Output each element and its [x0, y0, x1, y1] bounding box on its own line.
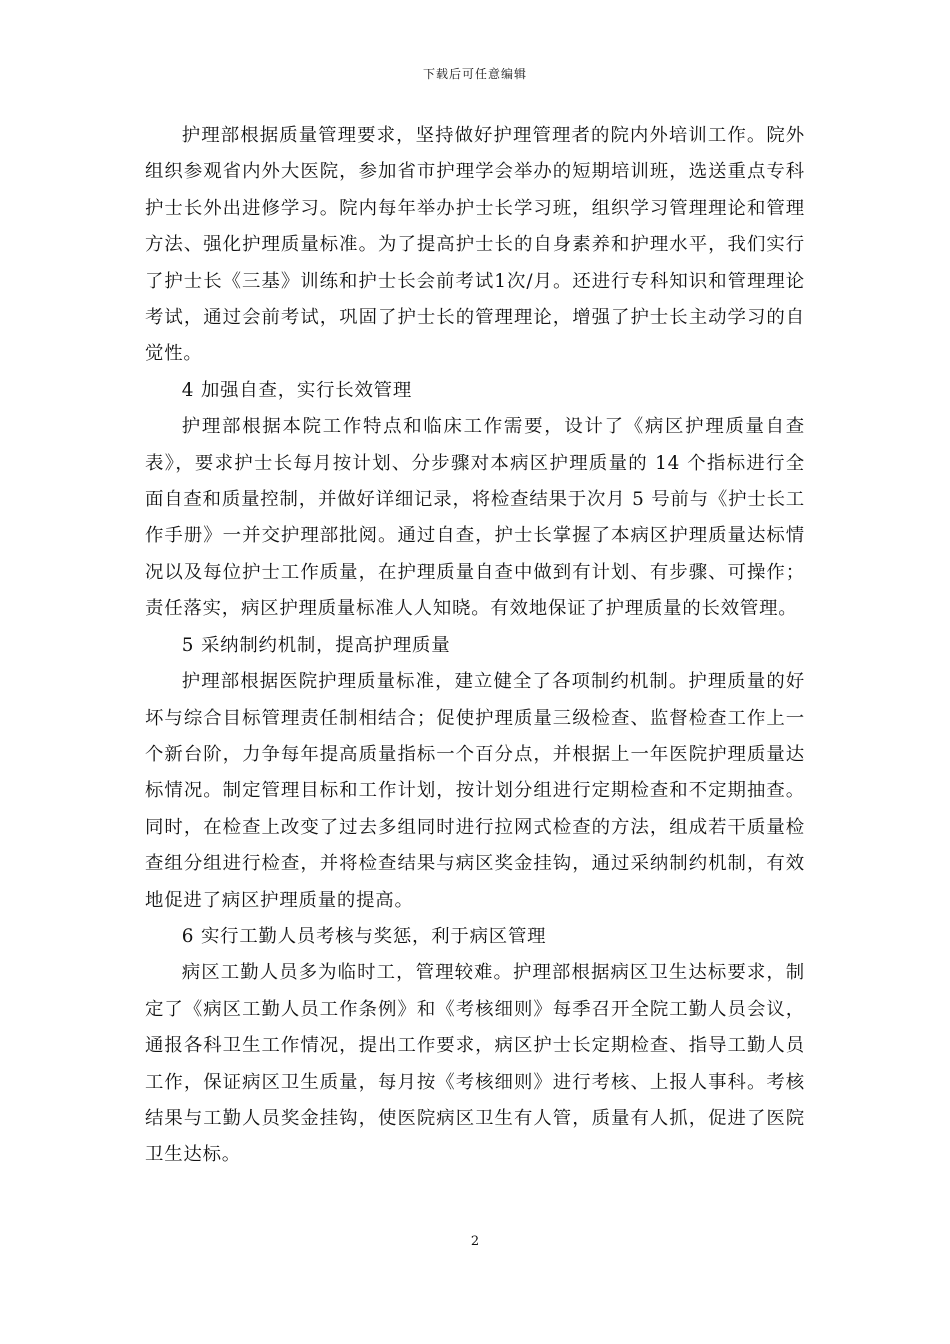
section-heading-6: 6 实行工勤人员考核与奖惩，利于病区管理: [181, 925, 547, 947]
section-heading-4: 4 加强自查，实行长效管理: [181, 379, 413, 401]
page-header: 下载后可任意编辑: [422, 67, 527, 81]
page-number: 2: [470, 1234, 480, 1249]
document-body: [145, 118, 805, 1174]
paragraph-mechanism: 护理部根据医院护理质量标准，建立健全了各项制约机制。护理质量的好坏与综合目标管理责任制相结合；促使护理质量三级检查、监督检查工作上一个新台阶，力争每年提高质量指标一个百分点，并根据上一年医院护理质量达标情况。制定管理目标和工作计划，按计划分组进行定期检查和不定期抽查。同时，在检查上改变了过去多组同时进行拉网式检查的方法，组成若干质量检查组分组进行检查，并将检查结果与病区奖金挂钩，通过采纳制约机制，有效地促进了病区护理质量的提高。: [145, 671, 805, 911]
paragraph-staff-assessment: 病区工勤人员多为临时工，管理较难。护理部根据病区卫生达标要求，制定了《病区工勤人员工作条例》和《考核细则》每季召开全院工勤人员会议，通报各科卫生工作情况，提出工作要求，病区护士长定期检查、指导工勤人员工作，保证病区卫生质量，每月按《考核细则》进行考核、上报人事科。考核结果与工勤人员奖金挂钩，使医院病区卫生有人管，质量有人抓，促进了医院卫生达标。: [145, 962, 805, 1166]
paragraph-training: 护理部根据质量管理要求，坚持做好护理管理者的院内外培训工作。院外组织参观省内外大医院，参加省市护理学会举办的短期培训班，选送重点专科护士长外出进修学习。院内每年举办护士长学习班，组织学习管理理论和管理方法、强化护理质量标准。为了提高护士长的自身素养和护理水平，我们实行了护士长《三基》训练和护士长会前考试1次/月。还进行专科知识和管理理论考试，通过会前考试，巩固了护士长的管理理论，增强了护士长主动学习的自觉性。: [145, 125, 805, 365]
section-heading-5: 5 采纳制约机制，提高护理质量: [181, 634, 451, 656]
paragraph-self-check: 护理部根据本院工作特点和临床工作需要，设计了《病区护理质量自查表》，要求护士长每月按计划、分步骤对本病区护理质量的 14 个指标进行全面自查和质量控制，并做好详细记录，将检查结果于次月 5 号前与《护士长工作手册》一并交护理部批阅。通过自查，护士长掌握了本病区护理质量达标情况以及每位护士工作质量，在护理质量自查中做到有计划、有步骤、可操作；责任落实，病区护理质量标准人人知晓。有效地保证了护理质量的长效管理。: [145, 416, 805, 620]
